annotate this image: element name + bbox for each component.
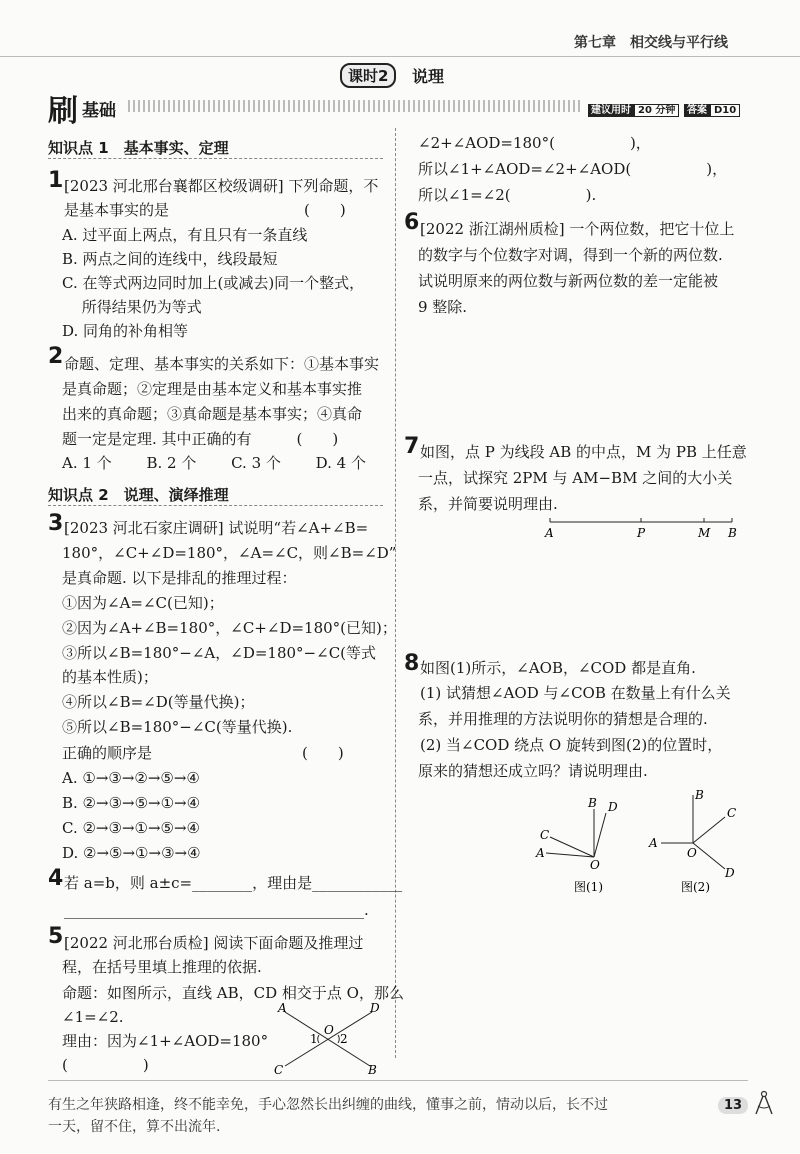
q1-option-a: A. 过平面上两点，有且只有一条直线 [62,226,308,244]
q5-line: 命题：如图所示，直线 AB，CD 相交于点 O，那么 [62,984,404,1002]
q8-line: (2) 当∠COD 绕点 O 旋转到图(2)的位置时， [420,736,723,754]
q7-figure [540,512,740,542]
answer-code: D10 [710,104,740,117]
q8-number: 8 [404,651,420,676]
q2-line: 出来的真命题；③真命题是基本事实；④真命 [62,405,363,423]
fig7-label-b: B [728,526,737,540]
q3-option-a: A. ①→③→②→⑤→④ [62,769,200,787]
compass-icon [752,1090,776,1116]
knowledge-point-1: 知识点 1 基本事实、定理 [48,139,229,157]
q4-number: 4 [48,866,64,891]
fig5-label-b: B [368,1063,377,1077]
time-box [588,101,679,116]
fig8a-label-o: O [590,858,600,872]
ray-oc [693,817,725,843]
q5-line: ( ) [62,1056,149,1074]
answer-box [684,101,740,116]
fig8b-label-b: B [695,788,704,802]
banner-label: 基础 [82,101,116,121]
q3-option-b: B. ②→③→⑤→①→④ [62,794,201,812]
q1-option-b: B. 两点之间的连线中，线段最短 [62,250,278,268]
q4-line: ________________________________________. [64,901,369,919]
q3-line: [2023 河北石家庄调研] 试说明“若∠A+∠B= [64,519,369,537]
q3-line: 180°，∠C+∠D=180°，∠A=∠C，则∠B=∠D” [62,544,397,562]
q6-line: 的数字与个位数字对调，得到一个新的两位数. [418,246,723,264]
q7-line: 如图，点 P 为线段 AB 的中点，M 为 PB 上任意 [420,443,747,461]
q8-line: 如图(1)所示，∠AOB，∠COD 都是直角. [420,659,696,677]
fig5-label-a: A [278,1001,287,1015]
header-rule [0,56,800,57]
q3-line: 正确的顺序是 ( ) [62,744,344,762]
fig8a-label-b: B [588,796,597,810]
q3-step: 的基本性质)； [62,668,158,686]
ray-od [594,813,606,857]
lesson-badge: 课时2 [340,63,396,88]
q7-line: 一点，试探究 2PM 与 AM−BM 之间的大小关 [418,469,733,487]
q4-line: 若 a=b，则 a±c=________，理由是____________ [64,874,403,892]
q1-line: 是基本事实的是 ( ) [64,201,346,219]
chapter-title: 第七章 相交线与平行线 [574,35,728,51]
kp1-underline [48,158,383,159]
q5-line: ∠1=∠2. [62,1008,124,1026]
q5-number: 5 [48,924,64,949]
q3-option-c: C. ②→③→①→⑤→④ [62,819,200,837]
q1-number: 1 [48,168,64,193]
q3-line: 是真命题. 以下是排乱的推理过程： [62,569,297,587]
fig8b-label-c: C [727,806,737,820]
q6-number: 6 [404,210,420,235]
q3-step: ⑤所以∠B=180°−∠C(等量代换). [62,718,293,736]
page-number: 13 [718,1097,748,1114]
footer-quote-line-2: 一天，留不住，算不出流年. [48,1119,221,1135]
q5-line: 程，在括号里填上推理的依据. [62,958,262,976]
angle-arc [338,1035,339,1043]
q5-line: ∠2+∠AOD=180°( )， [418,134,651,152]
q1-option-c: C. 在等式两边同时加上(或减去)同一个整式， [62,274,365,292]
column-divider [395,128,396,1058]
q3-number: 3 [48,511,64,536]
brush-glyph: 刷 [48,94,78,129]
q3-option-d: D. ②→⑤→①→③→④ [62,844,201,862]
q2-line: 命题、定理、基本事实的关系如下：①基本事实 [64,355,380,373]
q8-line: 系，并用推理的方法说明你的猜想是合理的. [418,710,708,728]
footer-rule [48,1080,748,1081]
q1-option-c-cont: 所得结果仍为等式 [62,298,202,316]
fig8a-label-d: D [608,800,618,814]
q5-line: 理由：因为∠1+∠AOD=180° [62,1032,269,1050]
q2-line: 题一定是定理. 其中正确的有 ( ) [62,430,339,448]
q3-step: ①因为∠A=∠C(已知)； [62,594,224,612]
fig8b-label-d: D [725,866,735,880]
q8-line: (1) 试猜想∠AOD 与∠COB 在数量上有什么关 [420,684,731,702]
q6-line: [2022 浙江湖州质检] 一个两位数，把它十位上 [420,220,735,238]
q2-number: 2 [48,344,64,369]
fig8a-caption: 图(1) [574,880,603,894]
fig5-angle-2: 2 [340,1032,348,1046]
footer-quote-line-1: 有生之年狭路相逢，终不能幸免，手心忽然长出纠缠的曲线，懂事之前，情动以后，长不过 [48,1097,608,1113]
q6-line: 试说明原来的两位数与新两位数的差一定能被 [418,272,719,290]
kp2-underline [48,505,383,506]
q3-step: ③所以∠B=180°−∠A，∠D=180°−∠C(等式 [62,644,377,662]
q8-figure-2 [645,785,745,895]
fig5-label-c: C [274,1063,284,1077]
q5-line: 所以∠1+∠AOD=∠2+∠AOD( )， [418,160,728,178]
q5-line: [2022 河北邢台质检] 阅读下面命题及推理过 [64,934,364,952]
q7-number: 7 [404,434,420,459]
fig7-label-p: P [637,526,646,540]
fig8a-label-a: A [536,846,545,860]
q1-line: [2023 河北邢台襄都区校级调研] 下列命题，不 [64,177,379,195]
q6-line: 9 整除. [418,298,468,316]
q5-figure [270,1000,390,1080]
q1-option-d: D. 同角的补角相等 [62,322,189,340]
time-value: 20 分钟 [634,104,679,117]
fig8b-label-a: A [649,836,658,850]
banner-stripes [128,100,583,112]
q7-line: 系，并简要说明理由. [418,495,558,513]
q8-line: 原来的猜想还成立吗？请说明理由. [418,762,648,780]
q3-step: ②因为∠A+∠B=180°，∠C+∠D=180°(已知)； [62,619,397,637]
knowledge-point-2: 知识点 2 说理、演绎推理 [48,486,229,504]
fig8b-caption: 图(2) [681,880,710,894]
fig5-angle-1: 1 [310,1032,318,1046]
q8-figure-1 [530,795,640,895]
ray-od [693,843,725,869]
q2-line: 是真命题；②定理是由基本定义和基本事实推 [62,380,363,398]
fig7-label-m: M [698,526,711,540]
fig7-label-a: A [545,526,554,540]
fig5-label-d: D [370,1001,380,1015]
q2-options: A. 1 个 B. 2 个 C. 3 个 D. 4 个 [62,454,366,472]
q5-line: 所以∠1=∠2( ). [418,186,597,204]
answer-label: 答案 [684,104,710,117]
q3-step: ④所以∠B=∠D(等量代换)； [62,693,255,711]
fig8a-label-c: C [540,828,550,842]
lesson-title: 说理 [412,67,445,86]
fig8b-label-o: O [687,846,697,860]
fig5-label-o: O [324,1023,334,1037]
time-label: 建议用时 [588,104,634,117]
angle-arc [318,1035,319,1043]
